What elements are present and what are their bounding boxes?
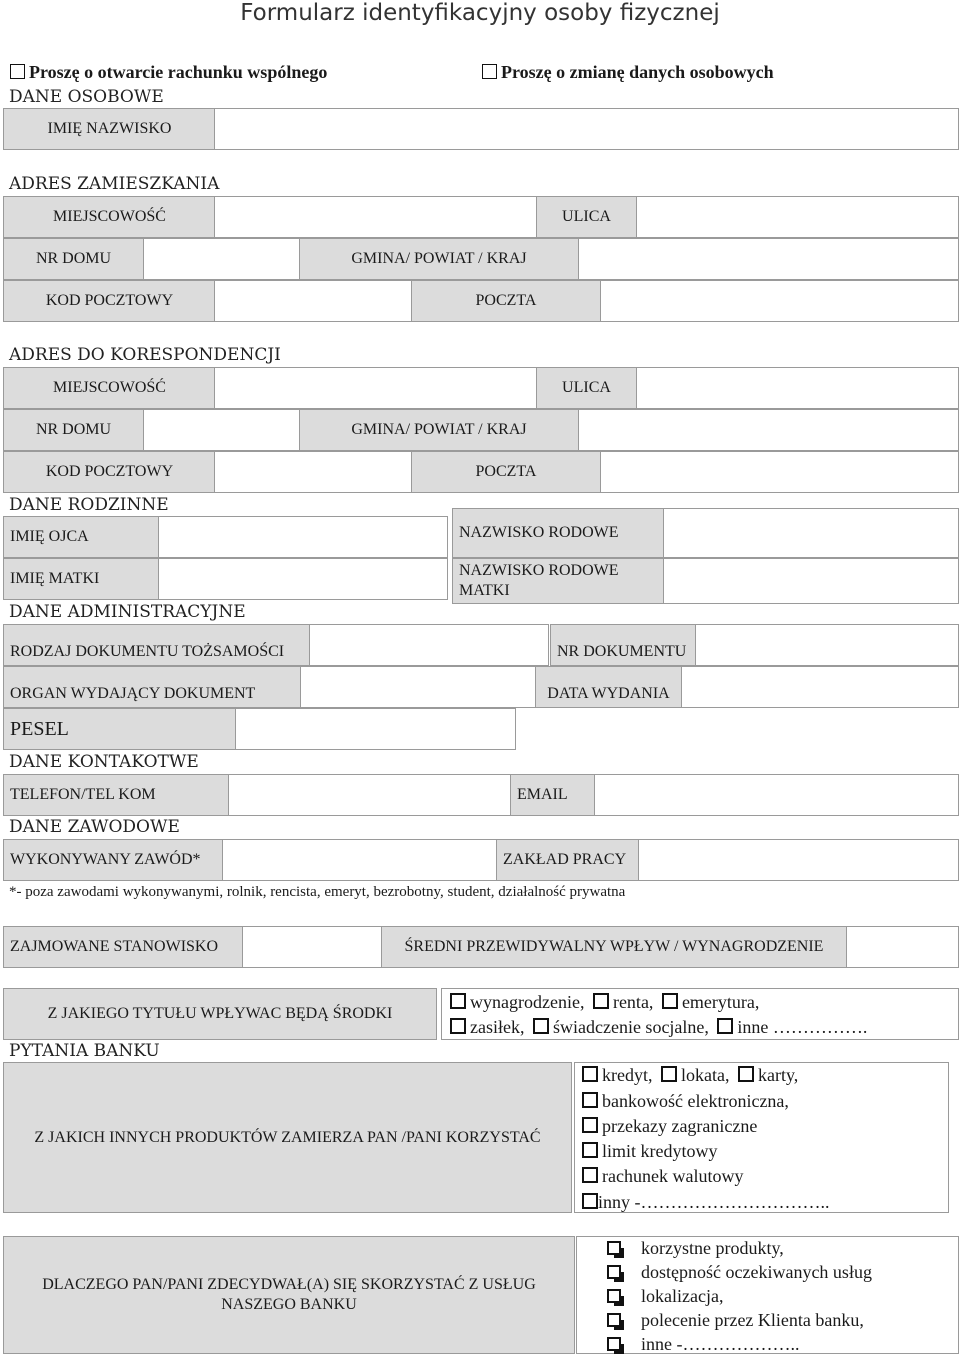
section-contact: DANE KONTAKOTWE bbox=[9, 752, 199, 772]
corr-city-label: MIEJSCOWOŚĆ bbox=[3, 367, 216, 409]
address-post-label: POCZTA bbox=[411, 280, 601, 322]
section-administrative: DANE ADMINISTRACYJNE bbox=[9, 602, 246, 622]
maiden-name-label: NAZWISKO RODOWE bbox=[452, 508, 664, 558]
maiden-name-field[interactable] bbox=[663, 508, 959, 558]
funds-options-line2 bbox=[450, 1015, 867, 1040]
email-label: EMAIL bbox=[510, 774, 595, 816]
checkbox-icon[interactable] bbox=[662, 993, 678, 1009]
form-title: Formularz identyfikacyjny osoby fizycznej bbox=[240, 0, 720, 26]
funds-options-line1 bbox=[450, 990, 759, 1015]
corr-street-label: ULICA bbox=[536, 367, 637, 409]
id-type-label: RODZAJ DOKUMENTU TOŻSAMOŚCI bbox=[3, 624, 310, 666]
pesel-field[interactable] bbox=[235, 708, 516, 750]
funds-option-retirement: emerytura, bbox=[681, 992, 760, 1012]
product-credit-limit: limit kredytowy bbox=[602, 1141, 718, 1161]
product-cards: karty, bbox=[757, 1065, 799, 1085]
issuer-label: ORGAN WYDAJĄCY DOKUMENT bbox=[3, 666, 301, 708]
checkbox-icon[interactable] bbox=[582, 1117, 598, 1133]
email-field[interactable] bbox=[594, 774, 959, 816]
doc-no-field[interactable] bbox=[695, 624, 959, 666]
address-postal-field[interactable] bbox=[214, 280, 412, 322]
address-street-field[interactable] bbox=[636, 196, 959, 238]
checkbox-icon[interactable] bbox=[582, 1066, 598, 1082]
checkbox-icon[interactable] bbox=[582, 1142, 598, 1158]
corr-city-field[interactable] bbox=[214, 367, 537, 409]
profession-footnote: *- poza zawodami wykonywanymi, rolnik, rencista, emeryt, bezrobotny, student, działalność prywatna bbox=[9, 884, 626, 900]
corr-postal-field[interactable] bbox=[214, 451, 412, 493]
address-city-field[interactable] bbox=[214, 196, 537, 238]
name-field[interactable] bbox=[214, 108, 959, 150]
checkbox-icon[interactable] bbox=[582, 1167, 598, 1183]
income-field[interactable] bbox=[846, 926, 959, 968]
phone-label: TELEFON/TEL KOM bbox=[3, 774, 229, 816]
address-city-label: MIEJSCOWOŚĆ bbox=[3, 196, 216, 238]
phone-field[interactable] bbox=[228, 774, 511, 816]
address-district-label: GMINA/ POWIAT / KRAJ bbox=[299, 238, 579, 280]
employer-label: ZAKŁAD PRACY bbox=[496, 839, 639, 881]
checkbox-icon[interactable] bbox=[607, 1289, 621, 1303]
checkbox-icon[interactable] bbox=[582, 1193, 598, 1209]
address-district-field[interactable] bbox=[578, 238, 959, 280]
reason-products: korzystne produkty, bbox=[641, 1238, 784, 1258]
joint-account-label: Proszę o otwarcie rachunku wspólnego bbox=[29, 62, 328, 82]
product-other: inny -………………………….. bbox=[598, 1192, 830, 1212]
checkbox-icon[interactable] bbox=[450, 993, 466, 1009]
corr-house-label: NR DOMU bbox=[3, 409, 144, 451]
profession-field[interactable] bbox=[222, 839, 497, 881]
position-label: ZAJMOWANE STANOWISKO bbox=[3, 926, 243, 968]
reason-location: lokalizacja, bbox=[641, 1286, 724, 1306]
products-line1 bbox=[582, 1063, 798, 1088]
mother-maiden-label: NAZWISKO RODOWE MATKI bbox=[452, 558, 664, 604]
product-currency-account: rachunek walutowy bbox=[602, 1166, 744, 1186]
checkbox-icon[interactable] bbox=[450, 1018, 466, 1034]
funds-question: Z JAKIEGO TYTUŁU WPŁYWAC BĘDĄ ŚRODKI bbox=[3, 988, 437, 1040]
reason-line5 bbox=[605, 1332, 799, 1357]
id-type-field[interactable] bbox=[309, 624, 549, 666]
products-line6 bbox=[582, 1190, 830, 1215]
mother-maiden-field[interactable] bbox=[663, 558, 959, 604]
section-personal: DANE OSOBOWE bbox=[9, 87, 164, 107]
doc-no-label: NR DOKUMENTU bbox=[550, 624, 696, 666]
checkbox-icon[interactable] bbox=[582, 1092, 598, 1108]
reason-question: DLACZEGO PAN/PANI ZDECYDWAŁ(A) SIĘ SKORZYSTAĆ Z USŁUG NASZEGO BANKU bbox=[3, 1236, 575, 1354]
checkbox-icon[interactable] bbox=[593, 993, 609, 1009]
corr-street-field[interactable] bbox=[636, 367, 959, 409]
corr-district-field[interactable] bbox=[578, 409, 959, 451]
products-line5 bbox=[582, 1164, 743, 1189]
address-house-label: NR DOMU bbox=[3, 238, 144, 280]
name-label: IMIĘ NAZWISKO bbox=[3, 108, 216, 150]
change-data-label: Proszę o zmianę danych osobowych bbox=[501, 62, 774, 82]
issue-date-label: DATA WYDANIA bbox=[535, 666, 682, 708]
funds-option-allowance: zasiłek, bbox=[470, 1017, 525, 1037]
checkbox-icon[interactable] bbox=[607, 1241, 621, 1255]
products-line2 bbox=[582, 1089, 789, 1114]
checkbox-icon[interactable] bbox=[661, 1066, 677, 1082]
position-field[interactable] bbox=[242, 926, 382, 968]
reason-other: inne -……………….. bbox=[641, 1334, 800, 1354]
funds-option-salary: wynagrodzenie, bbox=[470, 992, 585, 1012]
employer-field[interactable] bbox=[638, 839, 959, 881]
products-line3 bbox=[582, 1114, 757, 1139]
reason-line3 bbox=[605, 1284, 723, 1309]
pesel-label: PESEL bbox=[3, 708, 236, 750]
address-post-field[interactable] bbox=[600, 280, 959, 322]
funds-option-other: inne ……………. bbox=[737, 1017, 868, 1037]
funds-option-social: świadczenie socjalne, bbox=[552, 1017, 709, 1037]
products-question: Z JAKICH INNYCH PRODUKTÓW ZAMIERZA PAN /PANI KORZYSTAĆ bbox=[3, 1062, 572, 1213]
reason-referral: polecenie przez Klienta banku, bbox=[641, 1310, 864, 1330]
reason-services: dostępność oczekiwanych usług bbox=[641, 1262, 872, 1282]
issue-date-field[interactable] bbox=[681, 666, 959, 708]
father-name-field[interactable] bbox=[158, 516, 448, 558]
funds-option-pension: renta, bbox=[612, 992, 654, 1012]
section-family: DANE RODZINNE bbox=[9, 495, 169, 515]
address-street-label: ULICA bbox=[536, 196, 637, 238]
mother-name-label: IMIĘ MATKI bbox=[3, 558, 159, 600]
checkbox-icon[interactable] bbox=[738, 1066, 754, 1082]
issuer-field[interactable] bbox=[300, 666, 536, 708]
corr-house-field[interactable] bbox=[143, 409, 300, 451]
section-bank-questions: PYTANIA BANKU bbox=[9, 1041, 160, 1061]
checkbox-icon[interactable] bbox=[533, 1018, 549, 1034]
checkbox-icon[interactable] bbox=[717, 1018, 733, 1034]
checkbox-icon[interactable] bbox=[482, 64, 497, 79]
section-address: ADRES ZAMIESZKANIA bbox=[9, 174, 220, 194]
reason-line1 bbox=[605, 1236, 784, 1261]
change-data-option[interactable] bbox=[482, 62, 774, 83]
section-work: DANE ZAWODOWE bbox=[9, 817, 180, 837]
corr-district-label: GMINA/ POWIAT / KRAJ bbox=[299, 409, 579, 451]
checkbox-icon[interactable] bbox=[607, 1313, 621, 1327]
reason-line4 bbox=[605, 1308, 864, 1333]
mother-name-field[interactable] bbox=[158, 558, 448, 600]
checkbox-icon[interactable] bbox=[607, 1337, 621, 1351]
father-name-label: IMIĘ OJCA bbox=[3, 516, 159, 558]
corr-post-label: POCZTA bbox=[411, 451, 601, 493]
product-transfers: przekazy zagraniczne bbox=[602, 1116, 758, 1136]
address-postal-label: KOD POCZTOWY bbox=[3, 280, 216, 322]
income-label: ŚREDNI PRZEWIDYWALNY WPŁYW / WYNAGRODZENIE bbox=[381, 926, 847, 968]
checkbox-icon[interactable] bbox=[607, 1265, 621, 1279]
reason-line2 bbox=[605, 1260, 872, 1285]
product-credit: kredyt, bbox=[602, 1065, 653, 1085]
corr-post-field[interactable] bbox=[600, 451, 959, 493]
address-house-field[interactable] bbox=[143, 238, 300, 280]
corr-postal-label: KOD POCZTOWY bbox=[3, 451, 216, 493]
checkbox-icon[interactable] bbox=[10, 64, 25, 79]
profession-label: WYKONYWANY ZAWÓD* bbox=[3, 839, 223, 881]
product-ebanking: bankowość elektroniczna, bbox=[602, 1091, 789, 1111]
joint-account-option[interactable] bbox=[10, 62, 327, 83]
section-correspondence: ADRES DO KORESPONDENCJI bbox=[9, 345, 281, 365]
products-line4 bbox=[582, 1139, 718, 1164]
product-deposit: lokata, bbox=[680, 1065, 730, 1085]
